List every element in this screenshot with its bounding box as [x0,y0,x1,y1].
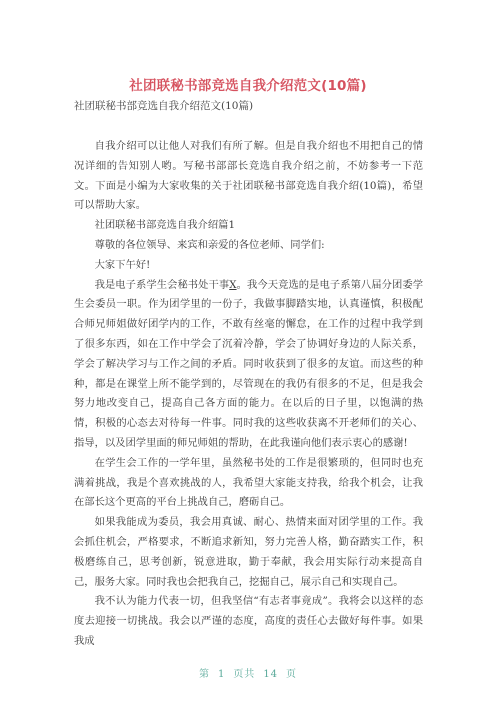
page-footer [0,665,496,680]
document-subtitle: 社团联秘书部竞选自我介绍范文(10篇) [74,100,254,112]
body-paragraph: 在学生会工作的一学年里，虽然秘书处的工作是很繁琐的，但同时也充满着挑战，我是个喜欢挑战的人，我希望大家能支持我，给我个机会，让我在部长这个更高的平台上挑战自己，磨砺自己。 [74,456,423,509]
footer-suffix: 页 [286,669,298,680]
self-intro-text-start: 我是电子系学生会秘书处干事 [94,278,230,291]
footer-prefix: 第 [198,669,210,680]
underlined-name: X [229,278,237,291]
greeting: 大家下午好! [94,258,151,271]
self-intro-paragraph [74,276,423,454]
document-body [74,137,423,652]
body-paragraph: 我不认为能力代表一切，但我坚信“有志者事竟成”。我将会以这样的态度去迎接一切挑战。我会以严谨的态度，高度的责任心去做好每件事。如果我成 [74,595,423,647]
footer-middle: 页共 [233,669,256,680]
footer-total-pages: 14 [263,669,279,680]
self-intro-text-rest: 。我今天竞选的是电子系第八届分团委学生会委员一职。作为团学里的一份子，我做事脚踏实地，认真谨慎，积极配合师兄师姐做好团学内的工作，不敢有丝毫的懈怠，在工作的过程中我学到了很多东西，如在工作中学会了沉着冷静，学会了协调好身边的人际关系，学会了解决学习与工作之间的矛盾。同时收获到了很多的友谊。而这些的种种，都是在课堂上所不能学到的，尽管现在的我仍有很多的不足，但是我会努力地改变自己，提高自己各方面的能力。在以后的日子里，以饱满的热情，积极的心态去对待每一件事。同时我的这些收获离不开老师们的关心、指导，以及团学里面的师兄师姐的帮助，在此我谨向他们表示衷心的感谢! [74,278,424,449]
salutation: 尊敬的各位领导、来宾和亲爱的各位老师、同学们: [94,238,325,251]
intro-paragraph: 自我介绍可以让他人对我们有所了解。但是自我介绍也不用把自己的情况详细的告知别人哟。写秘书部部长竞选自我介绍之前，不妨参考一下范文。下面是小编为大家收集的关于社团联秘书部竞选自我介绍(10篇)，希望可以帮助大家。 [74,140,423,212]
section-heading: 社团联秘书部竞选自我介绍篇1 [94,219,236,232]
document-title: 社团联秘书部竞选自我介绍范文(10篇) [129,78,367,94]
footer-page-number: 1 [217,669,226,680]
body-paragraph: 如果我能成为委员，我会用真诚、耐心、热情来面对团学里的工作。我会抓住机会，严格要求，不断追求新知，努力完善人格，勤奋踏实工作，积极磨练自己，思考创新，锐意进取，勤于奉献，我会用实际行动来提高自己，服务大家。同时我也会把我自己，挖掘自己，展示自己和实现自己。 [74,516,423,588]
